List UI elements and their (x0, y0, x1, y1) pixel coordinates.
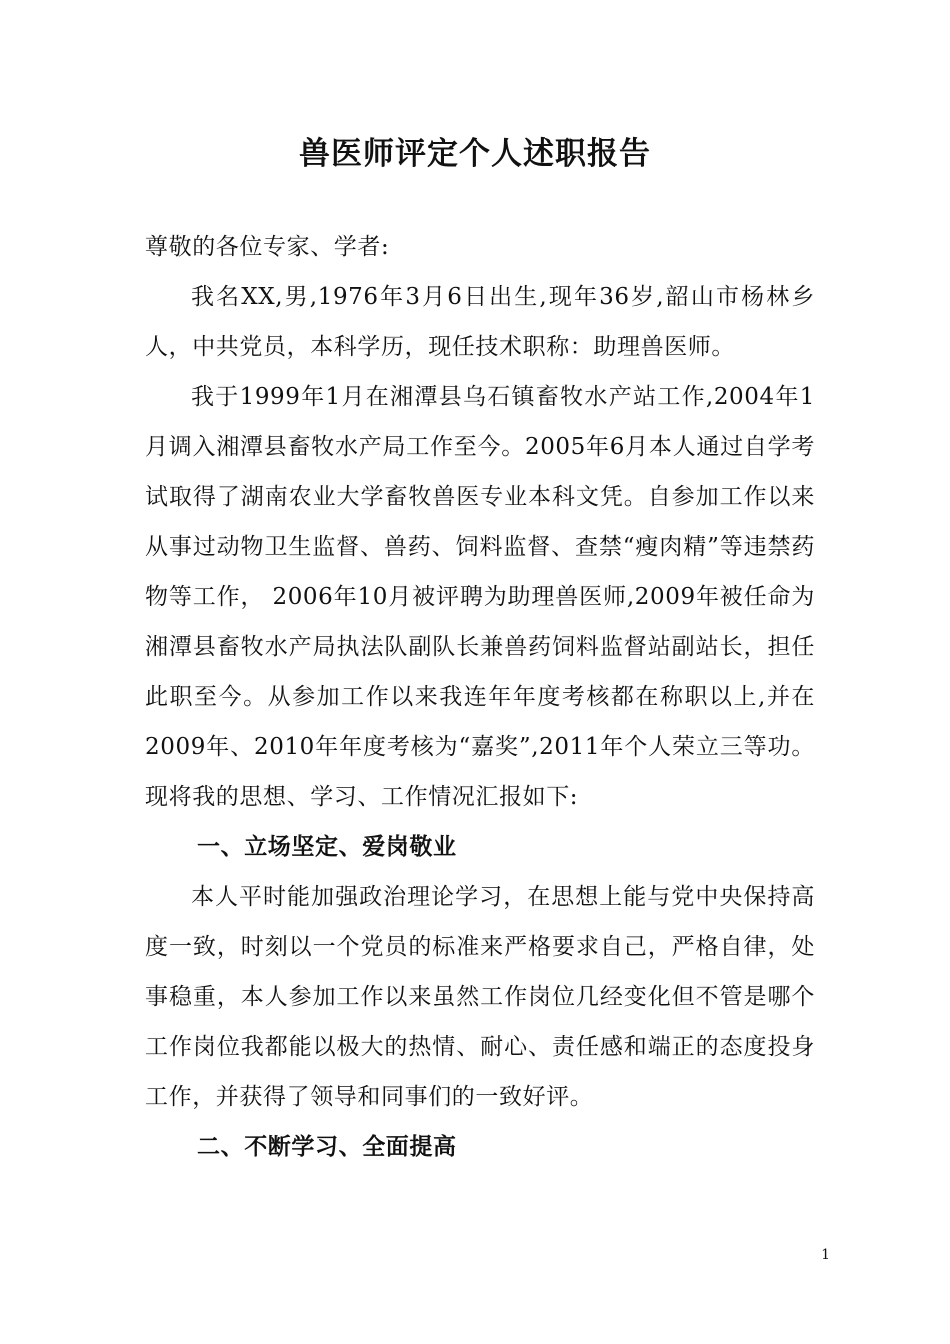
document-title: 兽医师评定个人述职报告 (299, 136, 651, 172)
section-heading-1: 一、立场坚定、爱岗敬业 (197, 834, 457, 860)
paragraph-personal-info: 我名XX,男,1976年3月6日出生,现年36岁,韶山市杨林乡人，中共党员，本科学历，现任技术职称：助理兽医师。 (145, 284, 815, 360)
salutation: 尊敬的各位专家、学者: (145, 234, 390, 260)
paragraph-work-history: 我于1999年1月在湘潭县乌石镇畜牧水产站工作,2004年1月调入湘潭县畜牧水产局工作至今。2005年6月本人通过自学考试取得了湖南农业大学畜牧兽医专业本科文凭。自参加工作以来从事过动物卫生监督、兽药、饲料监督、查禁“瘦肉精”等违禁药物等工作， 2006年10月被评聘为助理兽医师,2009年被任命为湘潭县畜牧水产局执法队副队长兼兽药饲料监督站副站长，担任此职至今。从参加工作以来我连年年度考核都在称职以上,并在2009年、2010年年度考核为“嘉奖”,2011年个人荣立三等功。现将我的思想、学习、工作情况汇报如下: (145, 384, 815, 810)
page-number: 1 (821, 1247, 830, 1263)
section-heading-2: 二、不断学习、全面提高 (197, 1134, 457, 1160)
section-text-1: 本人平时能加强政治理论学习，在思想上能与党中央保持高度一致，时刻以一个党员的标准来严格要求自己，严格自律，处事稳重，本人参加工作以来虽然工作岗位几经变化但不管是哪个工作岗位我都能以极大的热情、耐心、责任感和端正的态度投身工作，并获得了领导和同事们的一致好评。 (145, 884, 815, 1110)
document-body (145, 222, 815, 1172)
